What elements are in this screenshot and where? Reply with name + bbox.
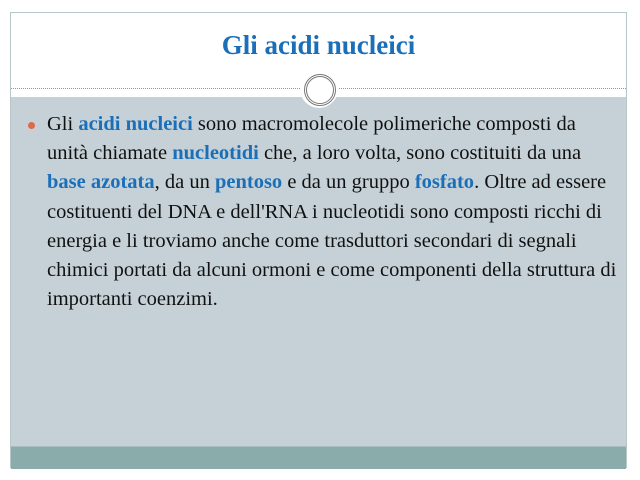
body-paragraph xyxy=(47,110,617,314)
text-segment: . Oltre ad essere costituenti del DNA e dell'RNA i nucleotidi sono composti ricchi di energia e li troviamo anche come trasduttori secondari di segnali chimici portati da alcuni ormoni e come componenti della struttura di importanti coenzimi. xyxy=(47,171,617,311)
slide-title: Gli acidi nucleici xyxy=(221,30,416,60)
highlight-term: fosfato xyxy=(414,171,475,194)
circle-ornament-icon xyxy=(300,70,338,108)
footer-bar xyxy=(11,446,626,469)
text-segment: che, a loro volta, sono costituiti da una xyxy=(258,142,582,165)
highlight-term: base azotata xyxy=(47,171,155,194)
highlight-term: nucleotidi xyxy=(172,142,259,165)
text-segment: e da un gruppo xyxy=(282,171,415,194)
text-segment: , da un xyxy=(154,171,215,194)
highlight-term: pentoso xyxy=(214,171,283,194)
highlight-term: acidi nucleici xyxy=(78,113,193,135)
text-segment: sono macromolecole polimeriche composti da unità chiamate xyxy=(47,113,576,165)
text-segment: Gli xyxy=(47,113,79,135)
bullet-icon xyxy=(28,122,35,129)
